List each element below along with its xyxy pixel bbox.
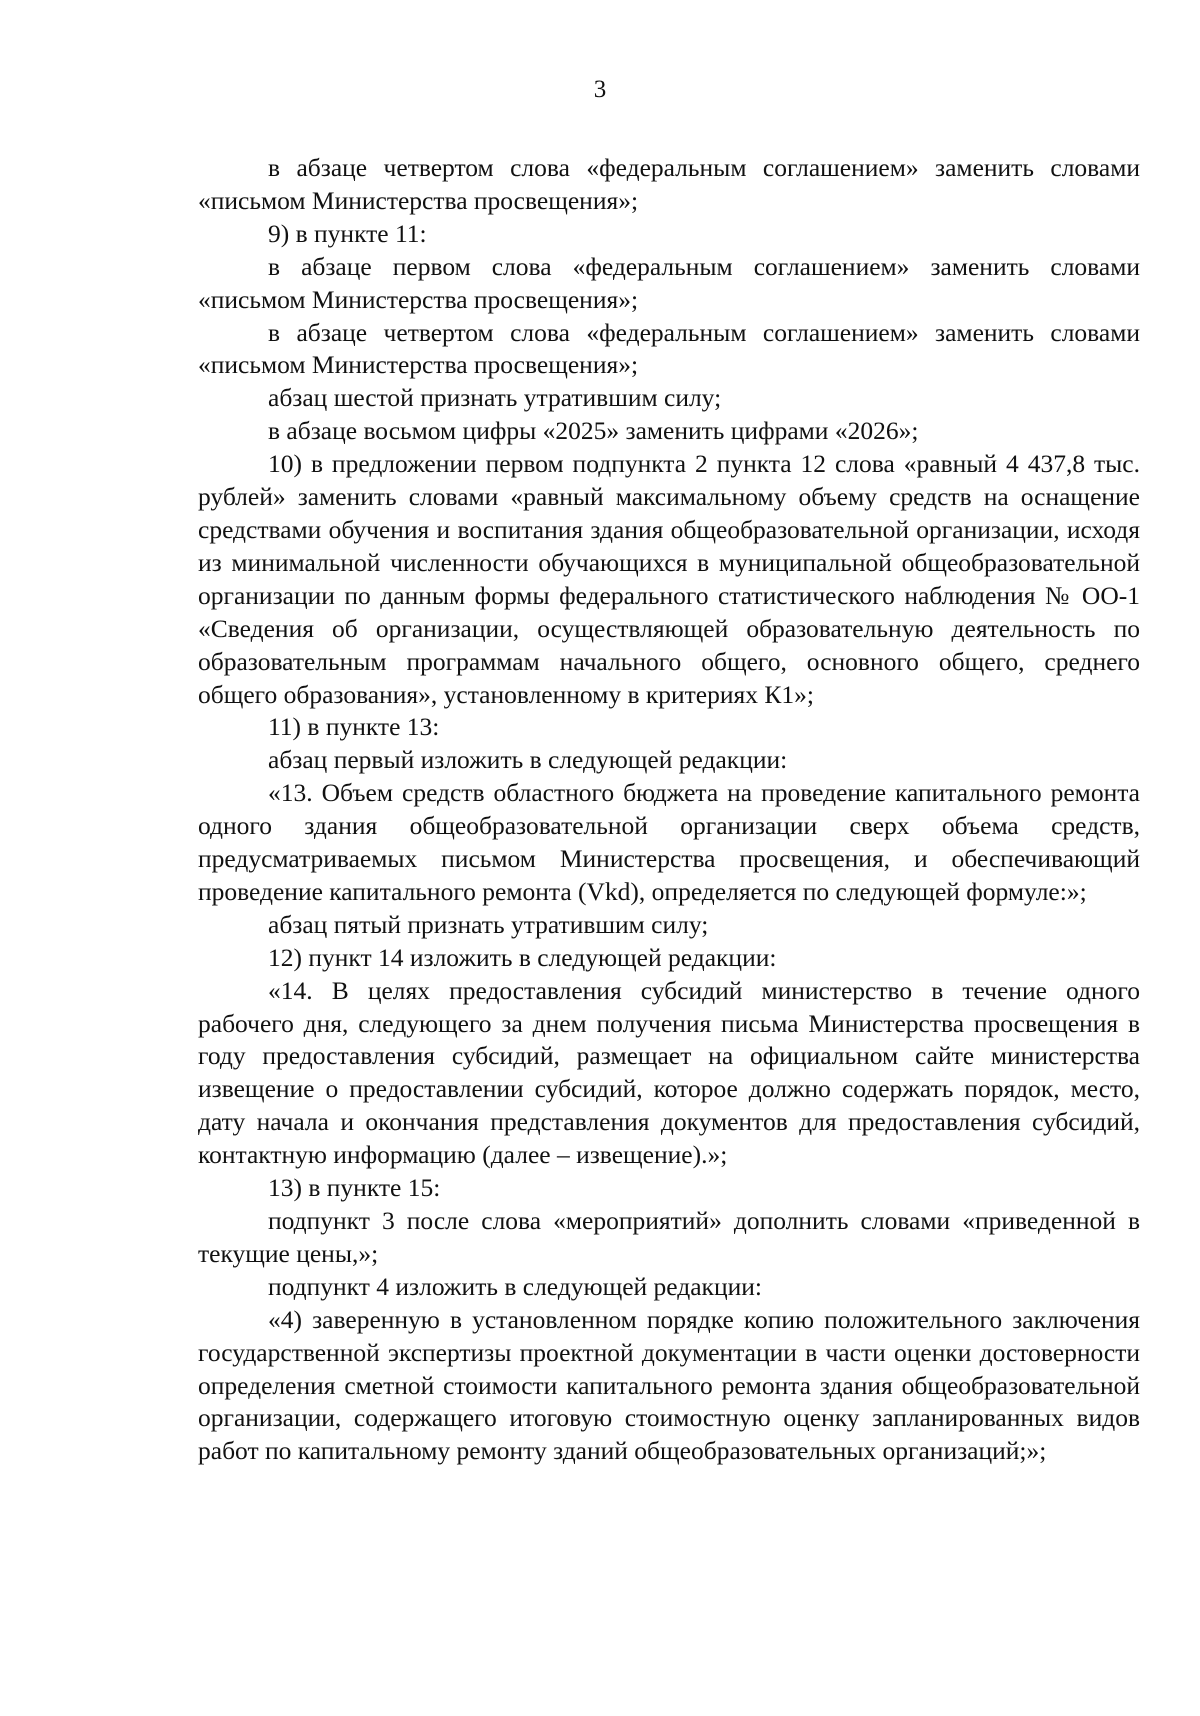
paragraph-15: подпункт 3 после слова «мероприятий» дополнить словами «приведенной в текущие цены,»; (198, 1206, 1140, 1268)
page-number: 3 (593, 76, 607, 103)
paragraph-1: в абзаце четвертом слова «федеральным соглашением» заменить словами «письмом Министерства просвещения»; (198, 153, 1140, 215)
paragraph-5: абзац шестой признать утратившим силу; (268, 383, 722, 413)
paragraph-12: 12) пункт 14 изложить в следующей редакции: (268, 942, 777, 972)
paragraph-17: «4) заверенную в установленном порядке копию положительного заключения государственной экспертизы проектной документации в части оценки достоверности определения сметной стоимости капитального ремонта здания общеобразовательной организации, содержащего итоговую стоимостную оценку запланированных видов работ по капитальному ремонту зданий общеобразовательных организаций;»; (198, 1304, 1140, 1466)
paragraph-2: 9) в пункте 11: (268, 218, 427, 248)
paragraph-13: «14. В целях предоставления субсидий министерство в течение одного рабочего дня, следующего за днем получения письма Министерства просвещения в году предоставления субсидий, размещает на официальном сайте министерства извещение о предоставлении субсидий, которое должно содержать порядок, место, дату начала и окончания представления документов для предоставления субсидий, контактную информацию (далее – извещение).»; (198, 975, 1140, 1170)
paragraph-16: подпункт 4 изложить в следующей редакции: (268, 1271, 762, 1301)
paragraph-14: 13) в пункте 15: (268, 1173, 441, 1203)
paragraph-10: «13. Объем средств областного бюджета на проведение капитального ремонта одного здания общеобразовательной организации сверх объема средств, предусматриваемых письмом Министерства просвещения, и обеспечивающий проведение капитального ремонта (Vkd), определяется по следующей формуле:»; (198, 778, 1140, 906)
paragraph-7: 10) в предложении первом подпункта 2 пункта 12 слова «равный 4 437,8 тыс. рублей» заменить словами «равный максимальному объему средств на оснащение средствами обучения и воспитания здания общеобразовательной организации, исходя из минимальной численности обучающихся в муниципальной общеобразовательной организации по данным формы федерального статистического наблюдения № ОО-1 «Сведения об организации, осуществляющей образовательную деятельность по образовательным программам начального общего, основного общего, среднего общего образования», установленному в критериях К1»; (198, 449, 1140, 709)
paragraph-6: в абзаце восьмом цифры «2025» заменить цифрами «2026»; (268, 416, 919, 446)
paragraph-4: в абзаце четвертом слова «федеральным соглашением» заменить словами «письмом Министерства просвещения»; (198, 317, 1140, 380)
paragraph-8: 11) в пункте 13: (268, 712, 440, 742)
paragraph-11: абзац пятый признать утратившим силу; (268, 909, 709, 939)
paragraph-9: абзац первый изложить в следующей редакции: (268, 745, 788, 775)
paragraph-3: в абзаце первом слова «федеральным соглашением» заменить словами «письмом Министерства просвещения»; (198, 251, 1140, 314)
document-body (198, 152, 1140, 1468)
